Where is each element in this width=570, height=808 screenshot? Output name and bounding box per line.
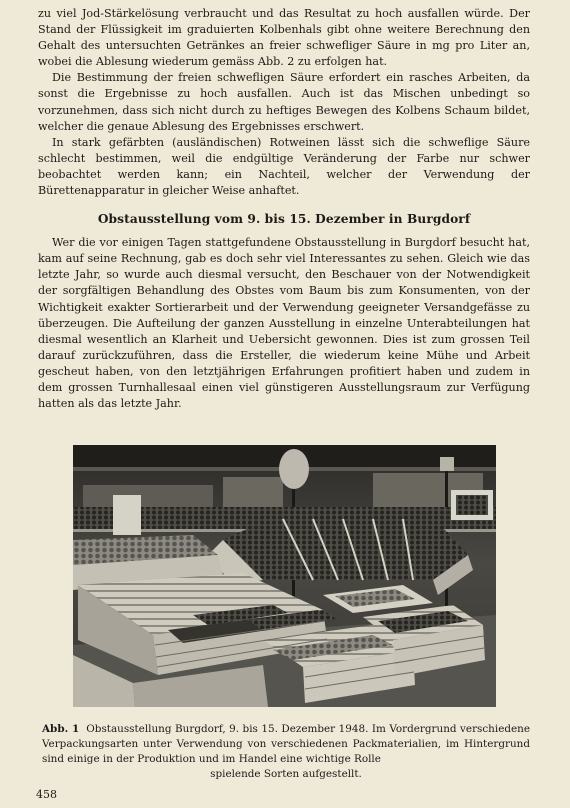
section-heading: Obstausstellung vom 9. bis 15. Dezember in Burgdorf — [97, 212, 471, 227]
figure-caption — [42, 722, 530, 782]
exhibition-photo — [73, 445, 496, 707]
paragraph-2: Die Bestimmung der freien schwefligen Säure erfordert ein rasches Arbeiten, da sonst die Ergebnisse zu hoch ausfallen. Auch ist das Mischen unbedingt so vorzunehmen, dass sich nicht durch zu heftiges Bewegen des Kolbens Schaum bildet, welcher die genaue Ablesung des Ergebnisses erschwert. — [38, 71, 530, 133]
paragraph-1: zu viel Jod-Stärkelösung verbraucht und das Resultat zu hoch ausfallen würde. Der Stand der Flüssigkeit im graduierten Kolbenhals gibt ohne weitere Berechnung den Gehalt des untersuchten Getränkes an freier schwefliger Säure in mg pro Liter an, wobei die Ablesung wiederum gemäss Abb. 2 zu erfolgen hat. — [38, 7, 530, 69]
page-number: 458 — [36, 788, 57, 801]
figure-label: Abb. 1 — [42, 723, 80, 735]
figure-caption-last-line: spielende Sorten aufgestellt. — [210, 768, 362, 780]
paragraph-3: In stark gefärbten (ausländischen) Rotweinen lässt sich die schweflige Säure schlecht bestimmen, weil die endgültige Veränderung der Farbe nur schwer beobachtet werden kann; ein Nachteil, welcher der Verwendung der Bürettenapparatur in gleicher Weise anhaftet. — [38, 135, 530, 198]
text-column — [38, 6, 530, 412]
figure-caption-text: Obstausstellung Burgdorf, 9. bis 15. Dezember 1948. Im Vordergrund verschiedene Verpackungsarten unter Verwendung von verschiedenen Packmaterialien, im Hintergrund sind einige in der Produktion und im Handel eine wichtige Rolle — [42, 723, 530, 765]
paragraph-4: Wer die vor einigen Tagen stattgefundene Obstausstellung in Burgdorf besucht hat, kam auf seine Rechnung, gab es doch sehr viel Interessantes zu sehen. Gleich wie das letzte Jahr, so wurde auch diesmal versucht, den Beschauer von der Notwendigkeit der sorgfältigen Behandlung des Obstes vom Baum bis zum Konsumenten, von der Wichtigkeit exakter Sortierarbeit und der Verwendung geeigneter Versandgefässe zu überzeugen. Die Aufteilung der ganzen Ausstellung in einzelne Unterabteilungen hat diesmal wesentlich an Klarheit und Uebersicht gewonnen. Dies ist zum grossen Teil darauf zurückzuführen, dass die Ersteller, die wiederum keine Mühe und Arbeit gescheut haben, von den letztjährigen Erfahrungen profitiert haben und zudem in dem grossen Turnhallesaal einen viel günstigeren Ausstellungsraum zur Verfügung hatten als das letzte Jahr. — [38, 236, 530, 411]
